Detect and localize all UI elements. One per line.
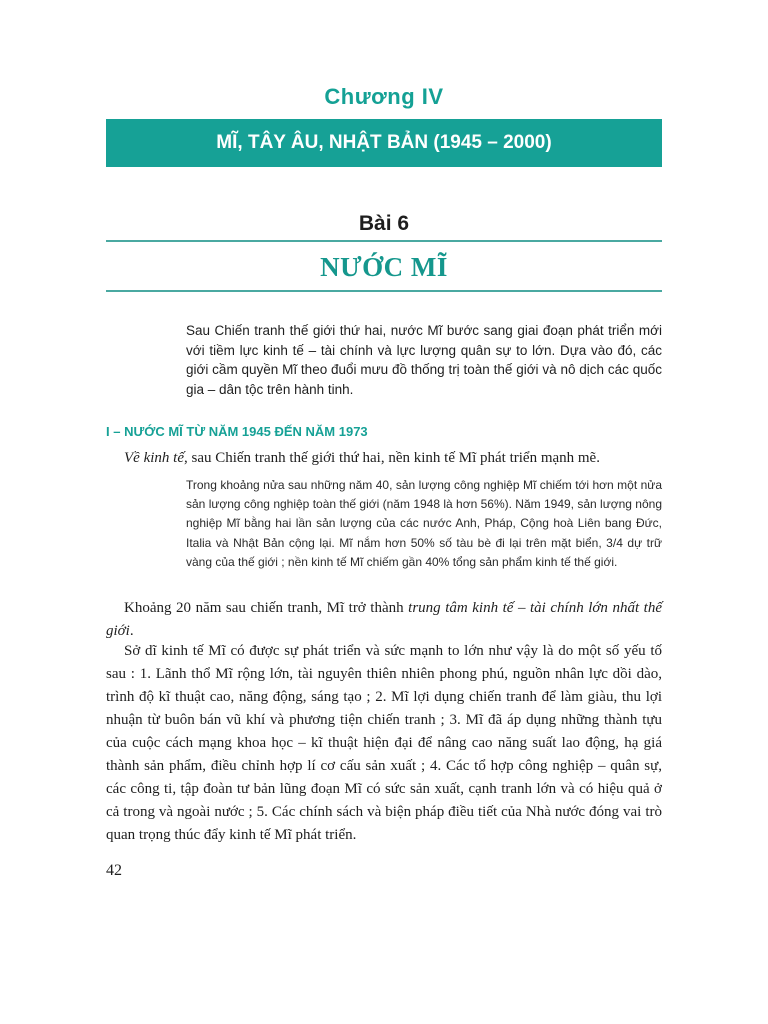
page-number: 42 bbox=[106, 862, 122, 879]
paragraph-text: Khoảng 20 năm sau chiến tranh, Mĩ trở thành bbox=[124, 600, 409, 616]
chapter-title: MĨ, TÂY ÂU, NHẬT BẢN (1945 – 2000) bbox=[216, 132, 552, 153]
chapter-label: Chương IV bbox=[324, 84, 444, 109]
lesson-title: NƯỚC MĨ bbox=[320, 252, 448, 282]
paragraph-text: , sau Chiến tranh thế giới thứ hai, nền kinh tế Mĩ phát triển mạnh mẽ. bbox=[183, 450, 600, 466]
divider-bottom bbox=[106, 290, 662, 292]
paragraph-text: Sở dĩ kinh tế Mĩ có được sự phát triển và sức mạnh to lớn như vậy là do một số yếu tố sau : 1. Lãnh thổ Mĩ rộng lớn, tài nguyên thiên nhiên phong phú, nguồn nhân lực dồi dào, trình độ kĩ thuật cao, năng động, sáng tạo ; 2. Mĩ lợi dụng chiến tranh để làm giàu, thu lợi nhuận từ buôn bán vũ khí và phương tiện chiến tranh ; 3. Mĩ đã áp dụng những thành tựu của cuộc cách mạng khoa học – kĩ thuật hiện đại để nâng cao năng suất lao động, hạ giá thành sản phẩm, điều chỉnh hợp lí cơ cấu sản xuất ; 4. Các tổ hợp công nghiệp – quân sự, các công ti, tập đoàn tư bản lũng đoạn Mĩ có sức sản xuất, cạnh tranh lớn và có hiệu quả ở cả trong và ngoài nước ; 5. Các chính sách và biện pháp điều tiết của Nhà nước đóng vai trò quan trọng thúc đẩy kinh tế Mĩ phát triển. bbox=[106, 643, 662, 843]
paragraph-factors bbox=[106, 640, 662, 847]
paragraph-economy-intro bbox=[106, 447, 662, 470]
statistics-note: Trong khoảng nửa sau những năm 40, sản lượng công nghiệp Mĩ chiếm tới hơn một nửa sản lượng công nghiệp toàn thế giới (năm 1948 là hơn 56%). Năm 1949, sản lượng nông nghiệp Mĩ bằng hai lần sản lượng của các nước Anh, Pháp, Cộng hoà Liên bang Đức, Italia và Nhật Bản cộng lại. Mĩ nắm hơn 50% số tàu bè đi lại trên mặt biển, 3/4 dự trữ vàng của thế giới ; nền kinh tế Mĩ chiếm gần 40% tổng sản phẩm kinh tế thế giới. bbox=[186, 478, 662, 569]
chapter-title-bar bbox=[106, 119, 662, 167]
paragraph-text-end: . bbox=[129, 623, 134, 639]
paragraph-italic-emphasis: trung tâm kinh tế – tài chính lớn nhất thế giới bbox=[106, 600, 662, 639]
paragraph-italic-lead: Về kinh tế bbox=[124, 450, 184, 466]
divider-top bbox=[106, 240, 662, 242]
intro-paragraph: Sau Chiến tranh thế giới thứ hai, nước Mĩ bước sang giai đoạn phát triển mới với tiềm lực kinh tế – tài chính và lực lượng quân sự to lớn. Dựa vào đó, các giới cầm quyền Mĩ theo đuổi mưu đồ thống trị toàn thế giới và nô dịch các quốc gia – dân tộc trên hành tinh. bbox=[186, 323, 662, 397]
lesson-number: Bài 6 bbox=[358, 212, 410, 235]
section-heading: I – NƯỚC MĨ TỪ NĂM 1945 ĐẾN NĂM 1973 bbox=[106, 424, 368, 439]
paragraph-economic-center bbox=[106, 597, 662, 643]
